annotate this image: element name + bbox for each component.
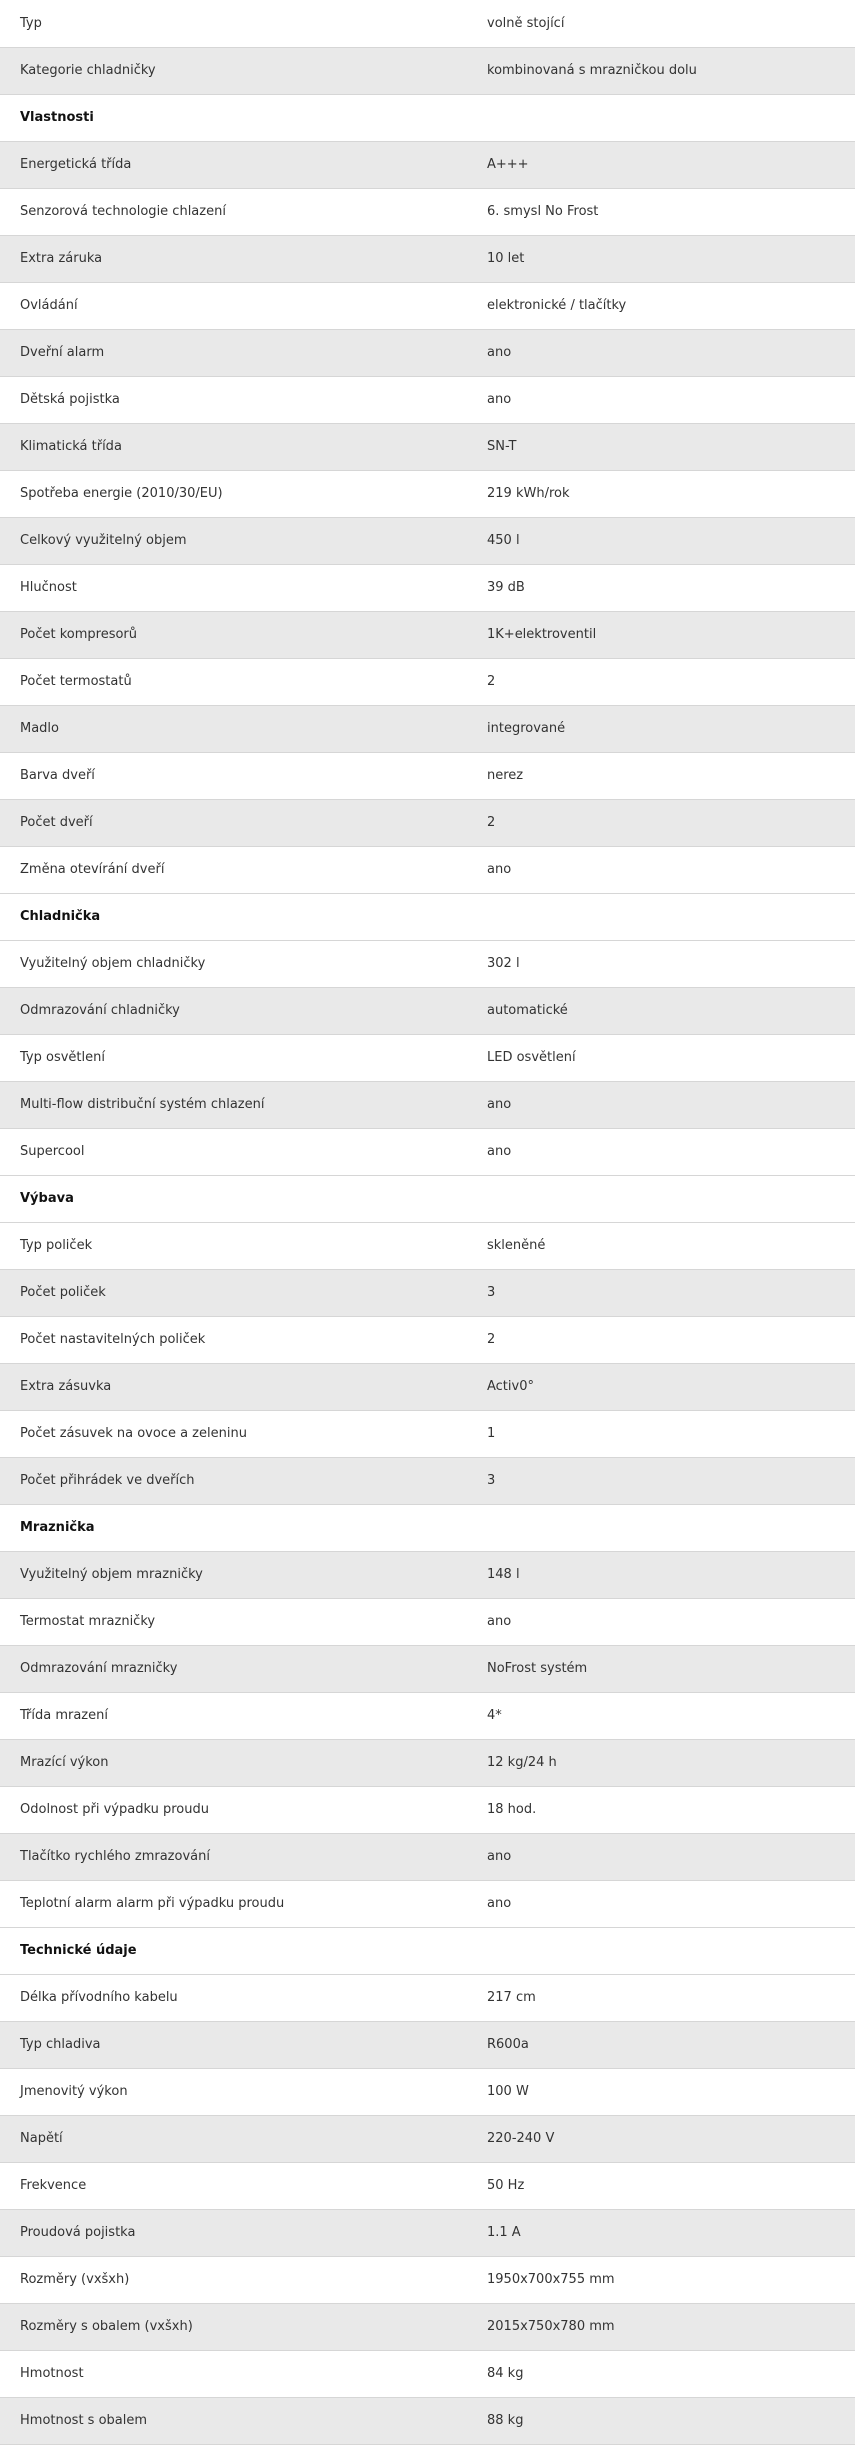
section-title: Vlastnosti <box>0 94 467 141</box>
spec-row <box>0 846 855 893</box>
spec-row <box>0 1269 855 1316</box>
spec-label: Senzorová technologie chlazení <box>0 188 467 235</box>
spec-value: 1K+elektroventil <box>467 611 855 658</box>
spec-value: 100 W <box>467 2068 855 2115</box>
spec-value: ano <box>467 1598 855 1645</box>
section-empty-cell <box>467 1927 855 1974</box>
section-empty-cell <box>467 1175 855 1222</box>
spec-label: Multi-flow distribuční systém chlazení <box>0 1081 467 1128</box>
spec-row <box>0 1880 855 1927</box>
section-title: Výbava <box>0 1175 467 1222</box>
spec-value: 50 Hz <box>467 2162 855 2209</box>
spec-label: Madlo <box>0 705 467 752</box>
spec-value: 18 hod. <box>467 1786 855 1833</box>
spec-value: ano <box>467 1081 855 1128</box>
spec-row <box>0 1598 855 1645</box>
spec-row <box>0 1081 855 1128</box>
spec-label: Klimatická třída <box>0 423 467 470</box>
spec-label: Termostat mrazničky <box>0 1598 467 1645</box>
spec-label: Spotřeba energie (2010/30/EU) <box>0 470 467 517</box>
spec-label: Typ osvětlení <box>0 1034 467 1081</box>
spec-row <box>0 705 855 752</box>
spec-label: Typ <box>0 0 467 47</box>
spec-label: Celkový využitelný objem <box>0 517 467 564</box>
spec-label: Počet kompresorů <box>0 611 467 658</box>
section-header-row <box>0 1175 855 1222</box>
spec-row <box>0 1551 855 1598</box>
section-header-row <box>0 893 855 940</box>
section-title: Technické údaje <box>0 1927 467 1974</box>
spec-label: Počet přihrádek ve dveřích <box>0 1457 467 1504</box>
spec-row <box>0 1034 855 1081</box>
spec-label: Jmenovitý výkon <box>0 2068 467 2115</box>
spec-label: Změna otevírání dveří <box>0 846 467 893</box>
spec-value: ano <box>467 329 855 376</box>
section-title: Mraznička <box>0 1504 467 1551</box>
spec-row <box>0 611 855 658</box>
spec-value: 2 <box>467 1316 855 1363</box>
spec-value: 1.1 A <box>467 2209 855 2256</box>
spec-value: volně stojící <box>467 0 855 47</box>
spec-row <box>0 470 855 517</box>
spec-row <box>0 987 855 1034</box>
spec-label: Typ poliček <box>0 1222 467 1269</box>
spec-row <box>0 1692 855 1739</box>
spec-value: 450 l <box>467 517 855 564</box>
spec-value: 84 kg <box>467 2350 855 2397</box>
spec-label: Extra zásuvka <box>0 1363 467 1410</box>
spec-value: ano <box>467 846 855 893</box>
spec-row <box>0 799 855 846</box>
spec-row <box>0 1363 855 1410</box>
spec-value: ano <box>467 1880 855 1927</box>
spec-row <box>0 2021 855 2068</box>
spec-row <box>0 1645 855 1692</box>
spec-row <box>0 1222 855 1269</box>
spec-row <box>0 282 855 329</box>
spec-value: 88 kg <box>467 2397 855 2444</box>
spec-row <box>0 47 855 94</box>
spec-label: Frekvence <box>0 2162 467 2209</box>
spec-row <box>0 940 855 987</box>
spec-value: kombinovaná s mrazničkou dolu <box>467 47 855 94</box>
spec-label: Hlučnost <box>0 564 467 611</box>
spec-row <box>0 141 855 188</box>
section-header-row <box>0 1927 855 1974</box>
spec-label: Odolnost při výpadku proudu <box>0 1786 467 1833</box>
spec-value: nerez <box>467 752 855 799</box>
spec-value: 10 let <box>467 235 855 282</box>
spec-value: 6. smysl No Frost <box>467 188 855 235</box>
section-empty-cell <box>467 1504 855 1551</box>
spec-row <box>0 1739 855 1786</box>
spec-value: LED osvětlení <box>467 1034 855 1081</box>
spec-row <box>0 329 855 376</box>
spec-value: 148 l <box>467 1551 855 1598</box>
spec-value: ano <box>467 1128 855 1175</box>
spec-label: Dětská pojistka <box>0 376 467 423</box>
spec-row <box>0 423 855 470</box>
spec-label: Počet nastavitelných poliček <box>0 1316 467 1363</box>
spec-value: 2 <box>467 658 855 705</box>
spec-label: Délka přívodního kabelu <box>0 1974 467 2021</box>
spec-value: 302 l <box>467 940 855 987</box>
spec-value: 2 <box>467 799 855 846</box>
spec-row <box>0 1316 855 1363</box>
spec-label: Proudová pojistka <box>0 2209 467 2256</box>
spec-value: 2015x750x780 mm <box>467 2303 855 2350</box>
spec-row <box>0 1786 855 1833</box>
section-empty-cell <box>467 893 855 940</box>
spec-label: Počet poliček <box>0 1269 467 1316</box>
spec-row <box>0 1833 855 1880</box>
spec-label: Barva dveří <box>0 752 467 799</box>
spec-row <box>0 2209 855 2256</box>
spec-label: Počet termostatů <box>0 658 467 705</box>
spec-value: ano <box>467 376 855 423</box>
spec-value: ano <box>467 1833 855 1880</box>
spec-row <box>0 1974 855 2021</box>
spec-row <box>0 2256 855 2303</box>
spec-label: Hmotnost <box>0 2350 467 2397</box>
spec-value: automatické <box>467 987 855 1034</box>
spec-row <box>0 1410 855 1457</box>
spec-label: Kategorie chladničky <box>0 47 467 94</box>
spec-label: Tlačítko rychlého zmrazování <box>0 1833 467 1880</box>
spec-label: Počet dveří <box>0 799 467 846</box>
section-empty-cell <box>467 94 855 141</box>
spec-value: SN-T <box>467 423 855 470</box>
spec-row <box>0 2397 855 2444</box>
spec-value: 217 cm <box>467 1974 855 2021</box>
spec-row <box>0 2350 855 2397</box>
spec-row <box>0 1128 855 1175</box>
spec-row <box>0 2068 855 2115</box>
spec-value: NoFrost systém <box>467 1645 855 1692</box>
spec-value: 220-240 V <box>467 2115 855 2162</box>
spec-value: 3 <box>467 1457 855 1504</box>
spec-label: Odmrazování mrazničky <box>0 1645 467 1692</box>
spec-label: Mrazící výkon <box>0 1739 467 1786</box>
spec-label: Využitelný objem chladničky <box>0 940 467 987</box>
spec-label: Extra záruka <box>0 235 467 282</box>
section-header-row <box>0 94 855 141</box>
spec-label: Dveřní alarm <box>0 329 467 376</box>
spec-row <box>0 1457 855 1504</box>
section-title: Chladnička <box>0 893 467 940</box>
spec-value: 3 <box>467 1269 855 1316</box>
spec-row <box>0 0 855 47</box>
spec-row <box>0 2115 855 2162</box>
spec-row <box>0 188 855 235</box>
spec-row <box>0 2162 855 2209</box>
spec-label: Supercool <box>0 1128 467 1175</box>
spec-row <box>0 517 855 564</box>
spec-label: Rozměry s obalem (vxšxh) <box>0 2303 467 2350</box>
spec-value: 4* <box>467 1692 855 1739</box>
spec-label: Hmotnost s obalem <box>0 2397 467 2444</box>
spec-value: R600a <box>467 2021 855 2068</box>
spec-row <box>0 2303 855 2350</box>
spec-label: Odmrazování chladničky <box>0 987 467 1034</box>
spec-label: Typ chladiva <box>0 2021 467 2068</box>
spec-label: Teplotní alarm alarm při výpadku proudu <box>0 1880 467 1927</box>
spec-label: Energetická třída <box>0 141 467 188</box>
spec-row <box>0 235 855 282</box>
spec-row <box>0 752 855 799</box>
spec-value: 39 dB <box>467 564 855 611</box>
spec-row <box>0 658 855 705</box>
spec-row <box>0 564 855 611</box>
spec-value: 12 kg/24 h <box>467 1739 855 1786</box>
spec-value: 1950x700x755 mm <box>467 2256 855 2303</box>
spec-value: 219 kWh/rok <box>467 470 855 517</box>
spec-value: 1 <box>467 1410 855 1457</box>
spec-label: Počet zásuvek na ovoce a zeleninu <box>0 1410 467 1457</box>
spec-label: Rozměry (vxšxh) <box>0 2256 467 2303</box>
spec-label: Využitelný objem mrazničky <box>0 1551 467 1598</box>
spec-label: Napětí <box>0 2115 467 2162</box>
spec-value: skleněné <box>467 1222 855 1269</box>
spec-label: Třída mrazení <box>0 1692 467 1739</box>
spec-value: Activ0° <box>467 1363 855 1410</box>
spec-row <box>0 376 855 423</box>
spec-value: integrované <box>467 705 855 752</box>
spec-value: elektronické / tlačítky <box>467 282 855 329</box>
spec-label: Ovládání <box>0 282 467 329</box>
spec-value: A+++ <box>467 141 855 188</box>
section-header-row <box>0 1504 855 1551</box>
